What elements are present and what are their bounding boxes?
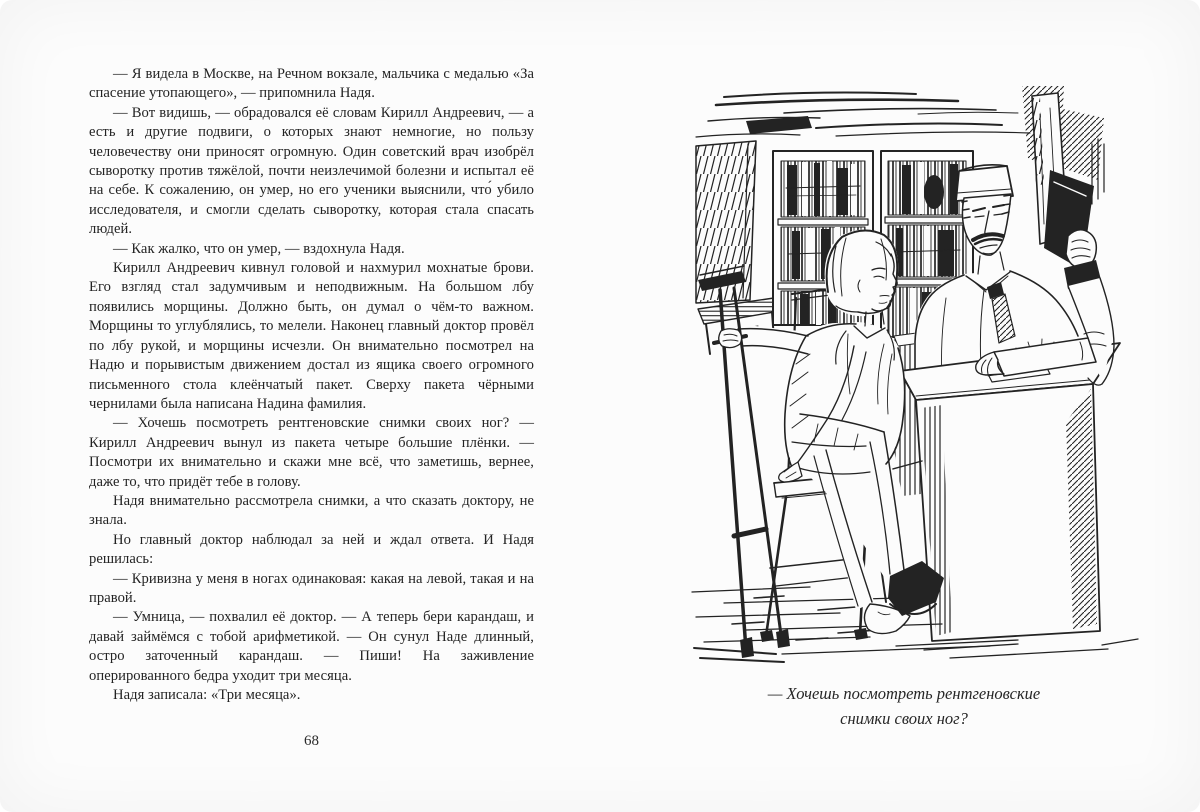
paragraph: — Вот видишь, — обрадовался её словам Кирилл Андреевич, — а есть и другие подвиги, о которых знают немногие, но пользу человечеству они приносят огромную. Один советский врач изобрёл сыворотку против тяжёлой, почти неизлечимой болезни и испытал её на себе. К сожалению, он умер, но его ученики выяснили, что́ убило исследователя, и смогли сделать сыворотку, которая стала спасать людей. bbox=[89, 104, 534, 238]
girl-hand-on-crutch bbox=[719, 329, 742, 348]
paragraph: — Я видела в Москве, на Речном вокзале, мальчика с медалью «За спасение утопающего», — припомнила Надя. bbox=[89, 66, 534, 102]
page-number: 68 bbox=[304, 733, 319, 749]
paragraph: — Как жалко, что он умер, — вздохнула Надя. bbox=[113, 240, 405, 257]
ceiling-shading bbox=[696, 93, 1030, 137]
paragraph: Но главный доктор наблюдал за ней и ждал ответа. И Надя решилась: bbox=[89, 531, 534, 568]
paragraph: — Умница, — похвалил её доктор. — А теперь бери карандаш, и давай займёмся с тобой арифметикой. — Он сунул Наде длинный, остро заточенный карандаш. — Пиши! На заживление оперированного бедра уходит три месяца. bbox=[89, 609, 534, 684]
book-illustration bbox=[688, 84, 1140, 668]
text-column bbox=[89, 65, 534, 705]
paragraph: Надя внимательно рассмотрела снимки, а что сказать доктору, не знала. bbox=[89, 492, 534, 529]
illustration-caption: — Хочешь посмотреть рентгеновские снимки своих ног? bbox=[767, 684, 1041, 728]
paragraph: Надя записала: «Три месяца». bbox=[113, 687, 301, 703]
xray-film-arm bbox=[1022, 86, 1104, 289]
paragraph: Кирилл Андреевич кивнул головой и нахмурил мохнатые брови. Его взгляд стал задумчивым и неподвижным. На большом лбу появились морщины. Должно быть, он думал о чём-то важном. Морщины то углублялись, то мелели. Наконец главный доктор провёл по лбу рукой, и морщины исчезли. Он внимательно посмотрел на Надю и порывистым движением достал из ящика своего огромного письменного стола клеёнчатый пакет. Сверху пакета чёрными чернилами была написана Надина фамилия. bbox=[89, 260, 534, 412]
paragraph: — Хочешь посмотреть рентгеновские снимки своих ног? — Кирилл Андреевич вынул из пакета четыре большие плёнки. — Посмотри их внимательно и скажи мне всё, что заметишь, вернее, даже то, что придёт тебе в голову. bbox=[89, 415, 534, 490]
paragraph: — Кривизна у меня в ногах одинаковая: какая на левой, такая и на правой. bbox=[89, 570, 534, 606]
